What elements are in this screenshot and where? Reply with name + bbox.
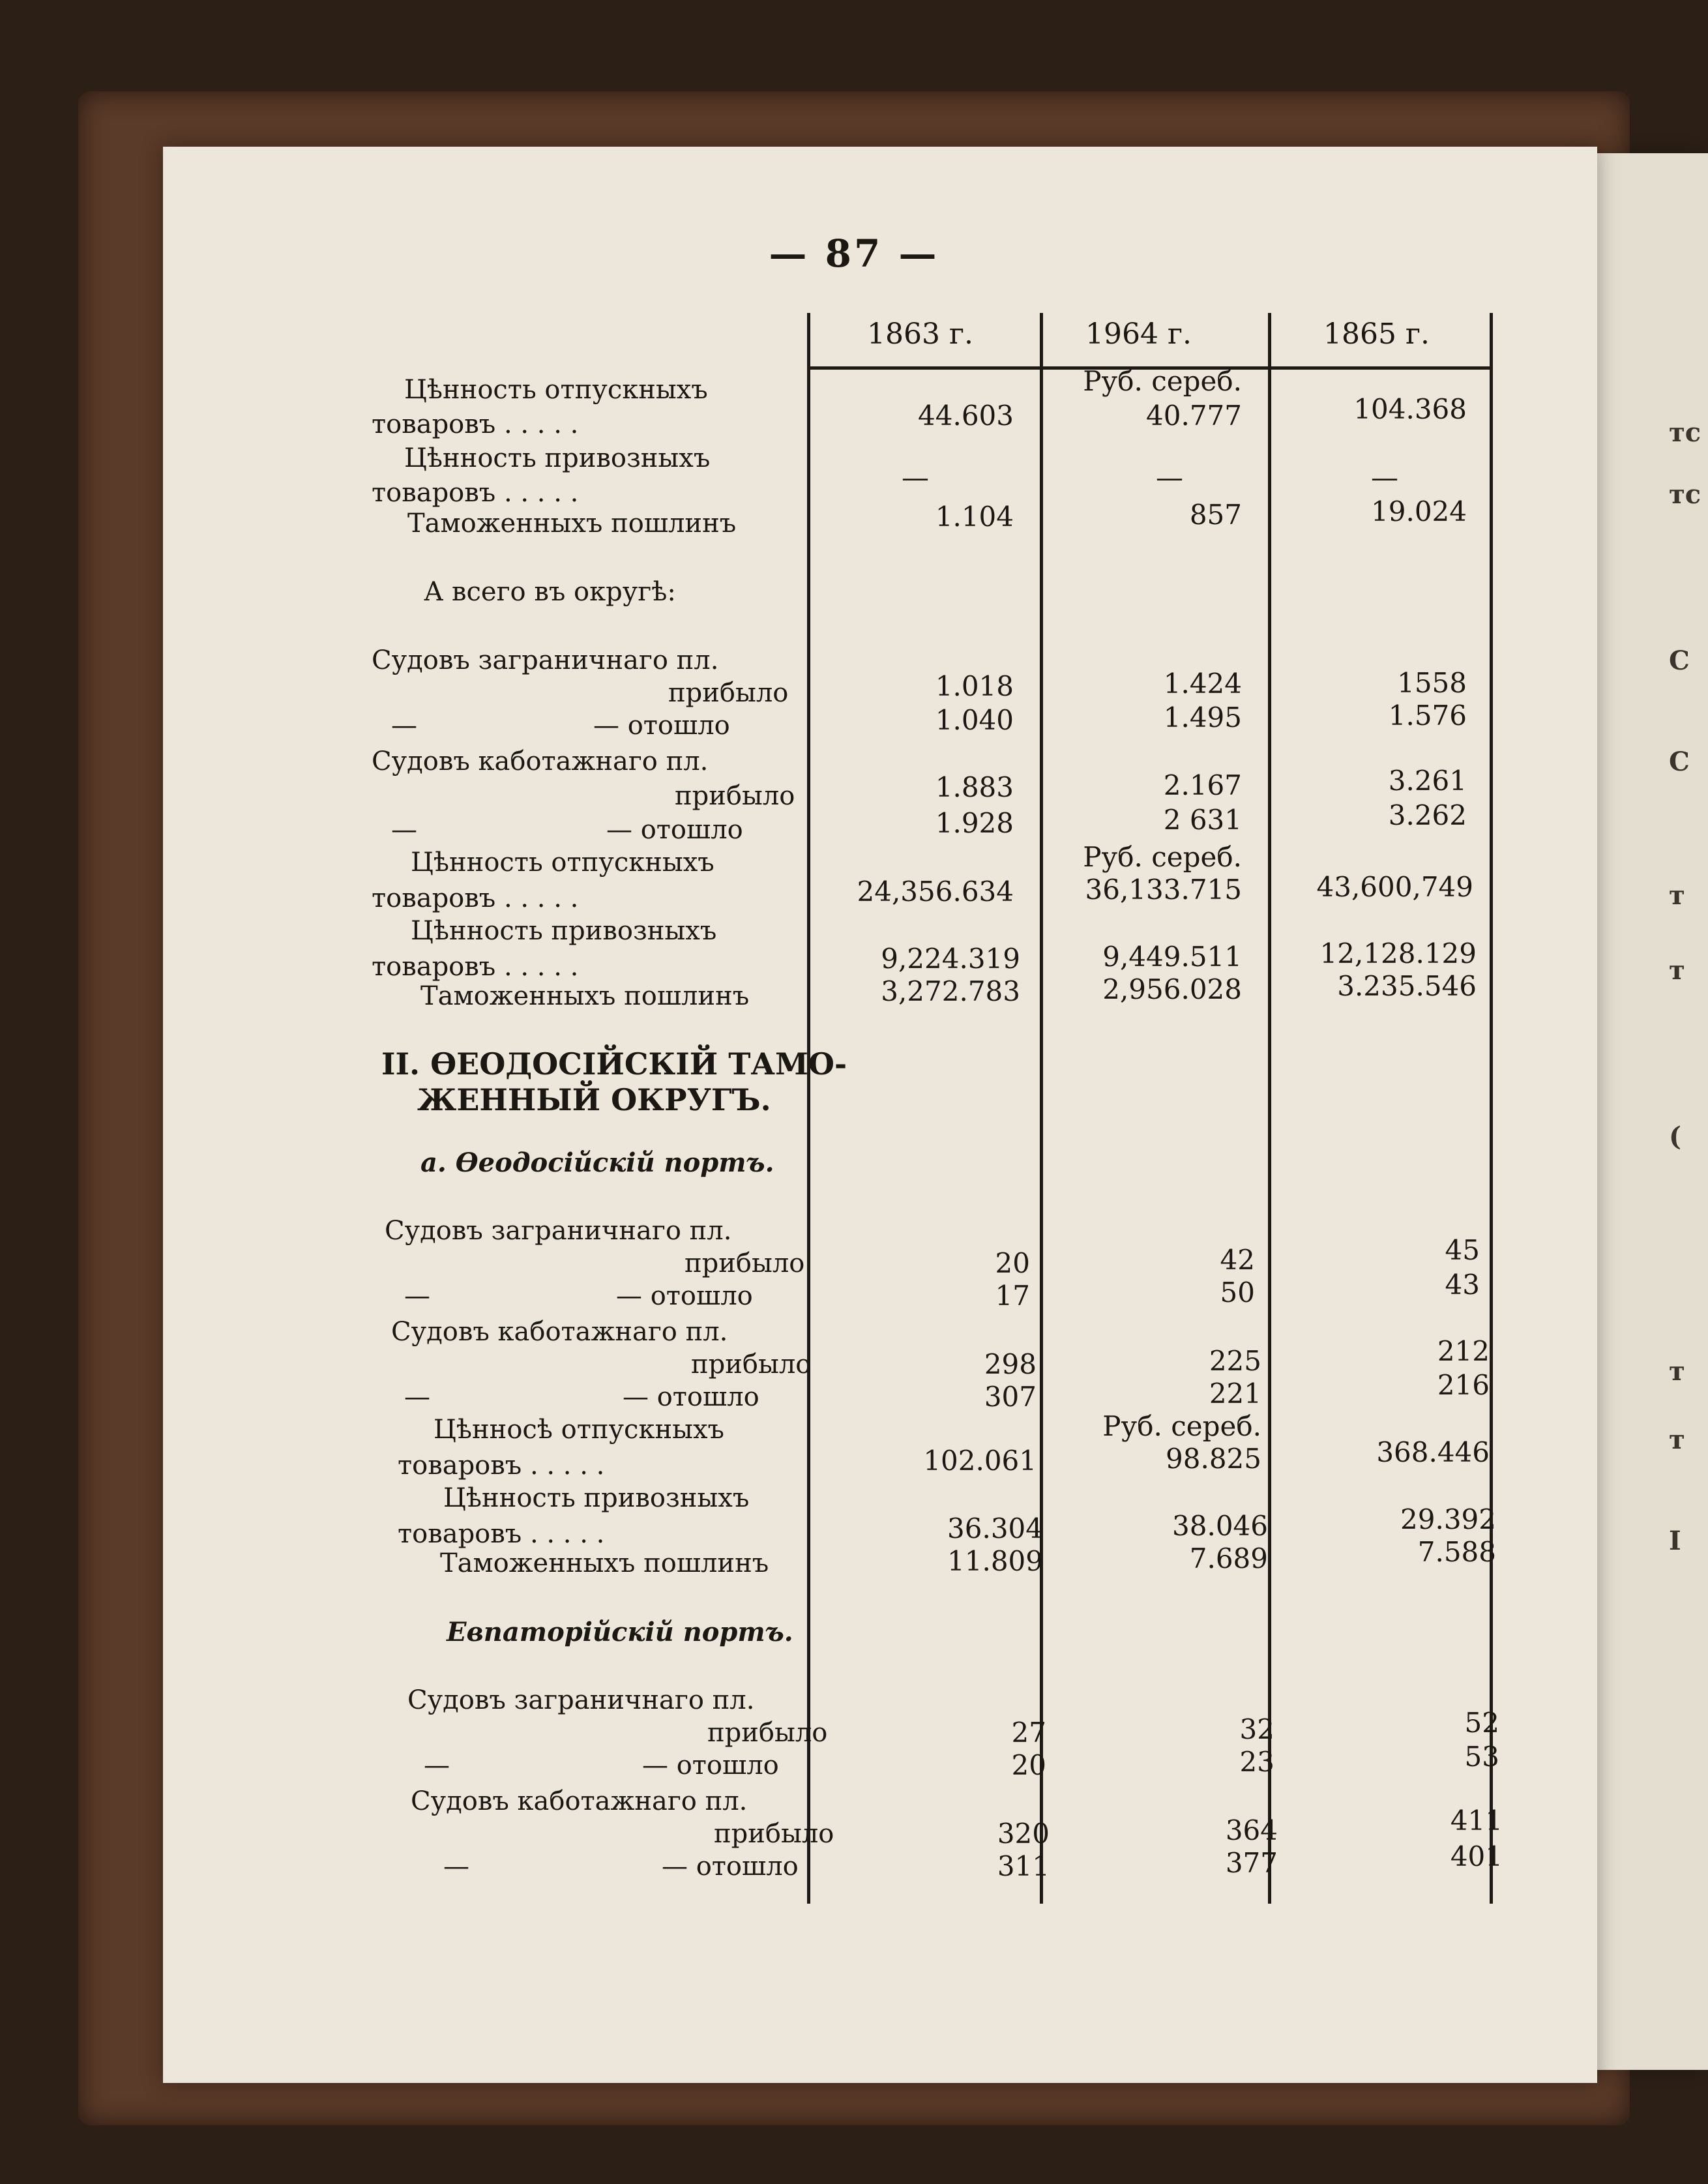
row-label: Судовъ заграничнаго пл. <box>372 645 719 675</box>
row-label: А всего въ округѣ: <box>424 577 676 607</box>
row-label: Цѣнность отпускныхъ <box>411 848 714 878</box>
row-label: — <box>391 711 417 741</box>
table-cell: 3.235.546 <box>1337 970 1477 1002</box>
table-cell: 45 <box>1445 1234 1480 1266</box>
row-label: прибыло <box>691 1350 812 1380</box>
table-cell: 12,128.129 <box>1319 937 1477 969</box>
row-label: Таможенныхъ пошлинъ <box>440 1548 769 1578</box>
table-cell: 102.061 <box>923 1445 1037 1477</box>
table-cell: 104.368 <box>1353 393 1467 425</box>
table-cell: 52 <box>1464 1707 1499 1739</box>
table-cell: 7.689 <box>1189 1542 1268 1574</box>
row-label: прибыло <box>714 1819 834 1849</box>
adjacent-page-fragment: т <box>1669 1424 1685 1455</box>
table-cell: 307 <box>984 1381 1037 1413</box>
table-cell: 1.104 <box>935 501 1014 533</box>
adjacent-page-fragment: ( <box>1669 1121 1681 1152</box>
row-label: — <box>443 1852 469 1881</box>
table-cell: 24,356.634 <box>857 876 1014 908</box>
table-cell: 42 <box>1220 1244 1255 1276</box>
table-cell: 23 <box>1239 1746 1274 1778</box>
row-label: Цѣнность отпускныхъ <box>404 375 708 405</box>
table-cell: 857 <box>1189 499 1242 531</box>
row-label: Цѣнность привозныхъ <box>404 443 711 473</box>
table-cell: — <box>1371 462 1398 494</box>
row-label: Таможенныхъ пошлинъ <box>420 981 750 1011</box>
header-rule-1 <box>808 366 1040 370</box>
row-label: ЖЕННЫЙ ОКРУГЪ. <box>417 1082 771 1117</box>
table-cell: 298 <box>984 1348 1037 1380</box>
table-cell: 320 <box>997 1818 1050 1850</box>
table-cell: 36,133.715 <box>1085 874 1242 906</box>
table-cell: 411 <box>1450 1805 1503 1837</box>
table-cell: Руб. сереб. <box>1083 365 1242 397</box>
table-cell: Руб. сереб. <box>1083 841 1242 873</box>
table-cell: 11.809 <box>947 1545 1043 1577</box>
table-cell: 1.576 <box>1388 700 1467 731</box>
table-cell: 36.304 <box>947 1513 1043 1544</box>
table-cell: 3,272.783 <box>881 975 1020 1007</box>
row-label: товаровъ . . . . . <box>372 952 579 982</box>
row-label: II. ѲЕОДОСІЙСКІЙ ТАМО- <box>381 1046 847 1082</box>
table-cell: 311 <box>997 1850 1050 1882</box>
row-label: Судовъ каботажнаго пл. <box>391 1317 728 1347</box>
adjacent-page-fragment: С <box>1669 645 1690 676</box>
table-cell: 32 <box>1239 1713 1274 1745</box>
row-label: прибыло <box>668 678 789 708</box>
table-cell: 43 <box>1445 1269 1480 1301</box>
table-cell: 3.261 <box>1388 765 1467 797</box>
table-cell: Руб. сереб. <box>1102 1410 1261 1442</box>
table-cell: 43,600,749 <box>1316 871 1473 903</box>
row-label: — <box>391 815 417 845</box>
row-label: Судовъ каботажнаго пл. <box>372 746 709 776</box>
table-cell: 27 <box>1011 1717 1046 1749</box>
row-label: — отошло <box>606 815 743 845</box>
row-label: Судовъ каботажнаго пл. <box>411 1786 748 1816</box>
table-cell: 364 <box>1225 1814 1278 1846</box>
row-label: товаровъ . . . . . <box>398 1519 605 1549</box>
table-cell: 98.825 <box>1166 1443 1261 1475</box>
row-label: — отошло <box>616 1281 753 1311</box>
row-label: товаровъ . . . . . <box>398 1451 605 1481</box>
table-cell: 216 <box>1437 1369 1490 1401</box>
year-1865: 1865 г. <box>1323 317 1430 351</box>
table-cell: 2,956.028 <box>1102 973 1242 1005</box>
row-label: товаровъ . . . . . <box>372 409 579 439</box>
header-rule-3 <box>1271 366 1490 370</box>
row-label: — отошло <box>662 1852 799 1881</box>
column-rule-1 <box>807 313 810 1904</box>
row-label: — отошло <box>623 1382 759 1412</box>
row-label: прибыло <box>675 781 795 811</box>
table-cell: 1.018 <box>935 670 1014 702</box>
table-cell: 3.262 <box>1388 799 1467 831</box>
row-label: Цѣнность привозныхъ <box>443 1483 750 1513</box>
row-label: Таможенныхъ пошлинъ <box>407 509 737 539</box>
table-cell: 44.603 <box>918 400 1014 432</box>
row-label: Евпаторійскій портъ. <box>447 1617 793 1647</box>
table-cell: 20 <box>995 1247 1030 1279</box>
table-cell: 401 <box>1450 1840 1503 1872</box>
year-1864: 1964 г. <box>1085 317 1192 351</box>
table-cell: — <box>902 462 929 494</box>
column-rule-3 <box>1268 313 1271 1904</box>
table-cell: 2.167 <box>1163 769 1242 801</box>
table-cell: 1.040 <box>935 704 1014 736</box>
table-cell: 9,449.511 <box>1102 941 1242 973</box>
table-cell: 1.495 <box>1163 701 1242 733</box>
adjacent-page-fragment: тс <box>1669 479 1701 510</box>
column-rule-4 <box>1490 313 1493 1904</box>
table-cell: 50 <box>1220 1276 1255 1308</box>
page-number: — 87 — <box>769 231 939 276</box>
table-cell: 212 <box>1437 1335 1490 1367</box>
table-cell: 1.424 <box>1163 668 1242 700</box>
adjacent-page-fragment: С <box>1669 746 1690 777</box>
row-label: а. Ѳеодосійскій портъ. <box>420 1147 774 1178</box>
adjacent-page-fragment: т <box>1669 1356 1685 1387</box>
row-label: Судовъ заграничнаго пл. <box>385 1216 732 1246</box>
row-label: прибыло <box>685 1248 805 1278</box>
row-label: товаровъ . . . . . <box>372 883 579 913</box>
row-label: Судовъ заграничнаго пл. <box>407 1685 755 1715</box>
adjacent-page-fragment: тс <box>1669 417 1701 448</box>
table-cell: 29.392 <box>1400 1503 1496 1535</box>
table-cell: 40.777 <box>1146 400 1242 432</box>
row-label: — <box>424 1750 450 1780</box>
table-cell: 20 <box>1011 1749 1046 1781</box>
row-label: — <box>404 1382 430 1412</box>
table-cell: 377 <box>1225 1847 1278 1879</box>
table-cell: — <box>1156 462 1183 494</box>
row-label: Цѣнность привозныхъ <box>411 916 717 946</box>
table-cell: 19.024 <box>1371 495 1467 527</box>
table-cell: 2 631 <box>1163 804 1242 836</box>
row-label: — отошло <box>593 711 730 741</box>
year-1863: 1863 г. <box>867 317 974 351</box>
table-cell: 1.928 <box>935 807 1014 839</box>
table-cell: 1.883 <box>935 771 1014 803</box>
adjacent-page-fragment: т <box>1669 880 1685 911</box>
table-cell: 38.046 <box>1172 1510 1268 1542</box>
row-label: товаровъ . . . . . <box>372 478 579 508</box>
table-cell: 368.446 <box>1376 1436 1490 1468</box>
row-label: Цѣнносѣ отпускныхъ <box>434 1415 724 1445</box>
table-cell: 1558 <box>1397 667 1467 699</box>
column-rule-2 <box>1040 313 1043 1904</box>
row-label: — <box>404 1281 430 1311</box>
table-cell: 17 <box>995 1280 1030 1312</box>
table-cell: 221 <box>1209 1378 1261 1409</box>
adjacent-page-fragment: І <box>1669 1526 1681 1556</box>
adjacent-page-fragment: т <box>1669 955 1685 986</box>
row-label: прибыло <box>707 1718 828 1748</box>
table-cell: 53 <box>1464 1741 1499 1773</box>
table-cell: 7.588 <box>1417 1536 1496 1568</box>
row-label: — отошло <box>642 1750 779 1780</box>
table-cell: 225 <box>1209 1345 1261 1377</box>
table-cell: 9,224.319 <box>881 943 1020 975</box>
